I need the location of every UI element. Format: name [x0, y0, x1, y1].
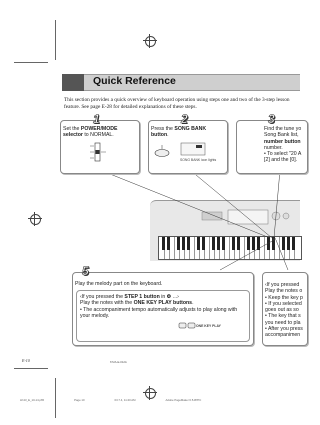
step-6-text: ‹If you pressed Play the notes o • Keep the key p • If you selected goes out as so • The key that s you need to pla • After you press accompanimen: [265, 282, 303, 339]
step-5-heading: Play the melody part on the keyboard.: [75, 281, 163, 287]
power-mode-selector-icon: [88, 141, 108, 165]
print-slug: LK43_E_10-14.p65 Page 10 03.7.4, 11:40 AM Adobe PageMaker 6.5J/PPC: [20, 398, 202, 402]
step-2-text: Press the SONG BANK button.: [151, 126, 207, 139]
step-1-number: 1: [93, 112, 100, 126]
step-2-number: 2: [181, 112, 188, 126]
intro-paragraph: This section provides a quick overview of keyboard operation using steps one and two of the 3-step lesson feature. See page E-28 for detailed explanations of these steps.: [64, 97, 290, 110]
song-bank-caption: SONG BANK icon lights: [180, 158, 217, 162]
song-bank-button-icon: [150, 144, 174, 158]
step-5-case-text: ‹If you pressed the STEP 1 button in ❹ ...› Play the notes with the ONE KEY PLAY buttons. • The accompaniment tempo automatically adjusts to play along with your melody.: [80, 294, 238, 319]
document-code: 672A-E-012A: [110, 360, 127, 364]
display-icon: [180, 142, 206, 156]
step-3-text: Find the tune yo Song Bank list, number button number. • To select "20 A [2] and the [0].: [264, 126, 302, 164]
one-key-play-caption: ONE KEY PLAY: [196, 324, 221, 328]
section-title: Quick Reference: [93, 75, 176, 87]
page-number: E-10: [22, 358, 30, 363]
step-1-text: Set the POWER/MODE selector to NORMAL.: [63, 126, 118, 139]
step-5-number: 5: [82, 264, 89, 278]
step-3-number: 3: [268, 112, 275, 126]
